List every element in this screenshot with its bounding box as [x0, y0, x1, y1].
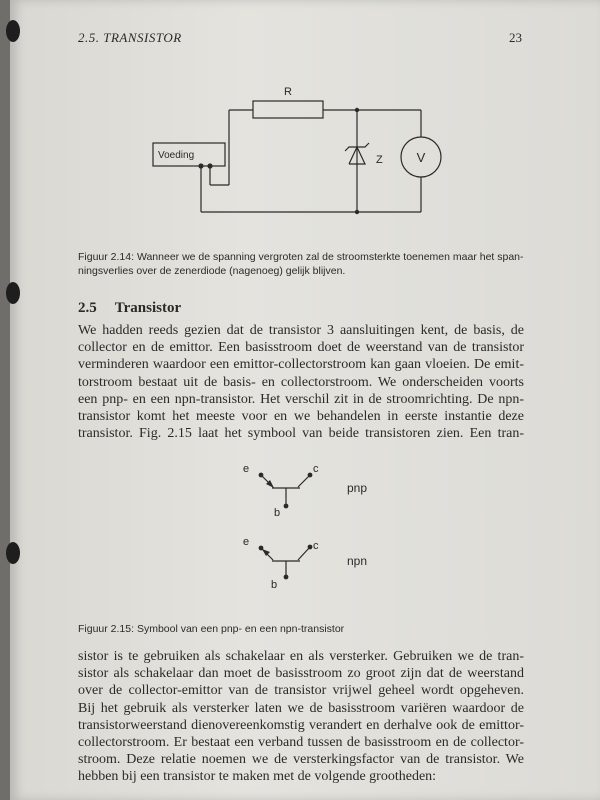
transistor-symbols [0, 450, 600, 600]
text-line: verminderen waardoor een emittor-collectorstroom kan gaan vloeien. De emit- [78, 357, 524, 373]
page-number: 23 [509, 30, 522, 45]
junction-dot [355, 210, 359, 214]
text-line: collectorstroom. Er bestaat een verband tussen de basisstroom en de collector- [78, 734, 524, 750]
paragraph-2 [78, 648, 524, 786]
caption-line: ningsverlies over de zenerdiode (nagenoeg) gelijk blijven. [78, 265, 346, 277]
npn-label-e: e [243, 536, 250, 548]
pnp-label-e: e [243, 463, 250, 475]
figure-caption-2-15: Figuur 2.15: Symbool van een pnp- en een npn-transistor [78, 623, 345, 635]
binder-hole [6, 282, 20, 304]
resistor-r [253, 101, 323, 118]
terminal-dot [284, 504, 289, 509]
npn-collector-lead [298, 547, 310, 560]
terminal-dot [308, 473, 313, 478]
npn-type-label: npn [347, 554, 368, 568]
running-head: 2.5. TRANSISTOR [78, 30, 182, 45]
pnp-label-b: b [274, 507, 281, 519]
section-title: Transistor [114, 300, 182, 316]
section-number: 2.5 [78, 300, 97, 316]
terminal-dot [207, 163, 212, 168]
npn-label-c: c [313, 540, 319, 552]
text-line: collector en de emittor. Een basisstroom doet de weerstand van de transistor [78, 340, 524, 356]
npn-arrow [262, 549, 270, 556]
section-heading [78, 300, 199, 317]
label-r: R [284, 86, 292, 98]
terminal-dot [308, 545, 313, 550]
text-line: over de collector-emittor van de transistor vrijwel geheel wordt opgeheven. [78, 683, 524, 699]
text-line: We hadden reeds gezien dat de transistor 3 aansluitingen kent, de basis, de [78, 323, 524, 338]
pnp-label-c: c [313, 463, 319, 475]
text-line: Bij het gebruik als versterker laten we de basisstroom variëren waardoor de [78, 700, 524, 716]
junction-dot [355, 108, 359, 112]
label-v: V [416, 150, 426, 165]
npn-label-b: b [271, 579, 278, 591]
text-line: stroom. Deze relatie noemen we de versterkingsfactor van de transistor. We [78, 752, 524, 768]
text-line: sistor is te gebruiken als schakelaar en als versterker. Gebruiken we de tran- [78, 649, 524, 664]
text-line: sistor als schakelaar dan moet de basisstroom zo groot zijn dat de weerstand [78, 666, 524, 682]
text-line: transistorweerstand dienovereenkomstig verandert en derhalve ook de emittor- [78, 717, 524, 733]
text-line: torstroom bestaat uit de basis- en collectorstroom. We onderscheiden voorts [78, 374, 524, 390]
pnp-collector-lead [298, 475, 310, 487]
text-line: een pnp- en een npn-transistor. Het verschil zit in de stroomrichting. De npn- [78, 391, 524, 407]
paragraph-1 [78, 322, 524, 442]
terminal-dot [284, 575, 289, 580]
circuit-diagram [0, 0, 600, 240]
text-line: transistor komt het meeste voor en we behandelen in eerste instantie deze [78, 408, 524, 424]
pnp-type-label: pnp [347, 481, 368, 495]
caption-line: Figuur 2.14: Wanneer we de spanning vergroten zal de stroomsterkte toenemen maar het span- [78, 251, 524, 263]
terminal-dot [259, 546, 264, 551]
label-z: Z [376, 154, 383, 166]
terminal-dot [259, 473, 264, 478]
text-line: transistor. Fig. 2.15 laat het symbool van beide transistoren zien. Een tran- [78, 426, 524, 442]
terminal-dot [198, 163, 203, 168]
label-voeding: Voeding [158, 150, 195, 161]
text-line: hebben bij een transistor te maken met de volgende grootheden: [78, 769, 437, 785]
figure-caption-2-14 [78, 250, 528, 278]
